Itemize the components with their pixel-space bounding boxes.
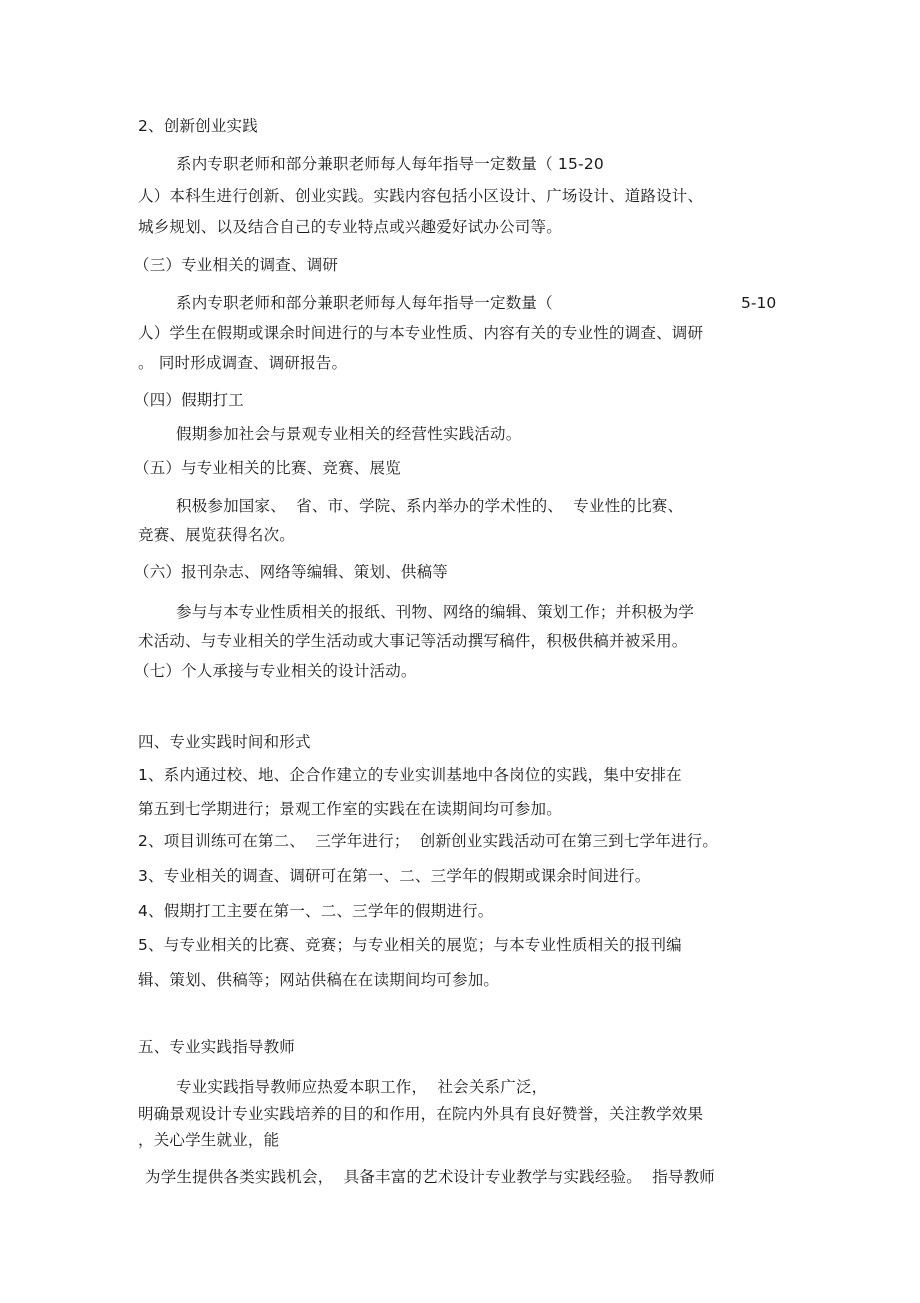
paragraph-line: 人）学生在假期或课余时间进行的与本专业性质、内容有关的专业性的调查、调研 [138,324,704,342]
paragraph-line: 人）本科生进行创新、创业实践。实践内容包括小区设计、广场设计、道路设计、 [138,187,704,205]
paragraph-line: 参与与本专业性质相关的报纸、刊物、网络的编辑、策划工作；并积极为学 [176,603,695,621]
list-item: 4、假期打工主要在第一、二、三学年的假期进行。 [138,902,494,920]
paragraph-line: 。 同时形成调查、调研报告。 [138,354,348,372]
list-item: 2、项目训练可在第二、 三学年进行； 创新创业实践活动可在第三到七学年进行。 [138,832,719,850]
section-heading-vacation-work: （四）假期打工 [134,391,244,409]
list-item: 3、专业相关的调查、调研可在第一、二、三学年的假期或课余时间进行。 [138,867,651,885]
section-heading-design-activities: （七）个人承接与专业相关的设计活动。 [134,662,417,680]
list-item: 5、与专业相关的比赛、竞赛；与专业相关的展览；与本专业性质相关的报刊编 [138,936,682,954]
paragraph-line: 假期参加社会与景观专业相关的经营性实践活动。 [176,425,522,443]
section-heading-competitions: （五）与专业相关的比赛、竞赛、展览 [134,459,401,477]
quantity-range: 5-10 [741,294,777,312]
paragraph-line: 系内专职老师和部分兼职老师每人每年指导一定数量（ [176,294,553,312]
paragraph-line: 专业实践指导教师应热爱本职工作， 社会关系广泛， [176,1078,548,1096]
paragraph-line: 术活动、与专业相关的学生活动或大事记等活动撰写稿件，积极供稿并被采用。 [138,632,688,650]
paragraph-line: 系内专职老师和部分兼职老师每人每年指导一定数量（ 15-20 [176,155,604,173]
section-heading-survey: （三）专业相关的调查、调研 [134,256,339,274]
list-item-continued: 辑、策划、供稿等；网站供稿在在读期间均可参加。 [138,971,500,989]
section-heading-innovation: 2、创新创业实践 [138,117,258,135]
paragraph-line: 明确景观设计专业实践培养的目的和作用，在院内外具有良好赞誉，关注教学效果 [138,1105,704,1123]
paragraph-line: 竞赛、展览获得名次。 [138,526,296,544]
paragraph-line: 为学生提供各类实践机会， 具备丰富的艺术设计专业教学与实践经验。 指导教师 [145,1168,716,1186]
part-heading-time-form: 四、专业实践时间和形式 [138,733,311,751]
section-heading-publications: （六）报刊杂志、网络等编辑、策划、供稿等 [134,563,449,581]
part-heading-instructors: 五、专业实践指导教师 [138,1038,296,1056]
paragraph-line: 积极参加国家、 省、市、学院、系内举办的学术性的、 专业性的比赛、 [176,497,684,515]
list-item: 1、系内通过校、地、企合作建立的专业实训基地中各岗位的实践，集中安排在 [138,766,682,784]
paragraph-line: ，关心学生就业，能 [138,1131,280,1149]
list-item-continued: 第五到七学期进行；景观工作室的实践在在读期间均可参加。 [138,800,562,818]
paragraph-line: 城乡规划、以及结合自己的专业特点或兴趣爱好试办公司等。 [138,218,562,236]
